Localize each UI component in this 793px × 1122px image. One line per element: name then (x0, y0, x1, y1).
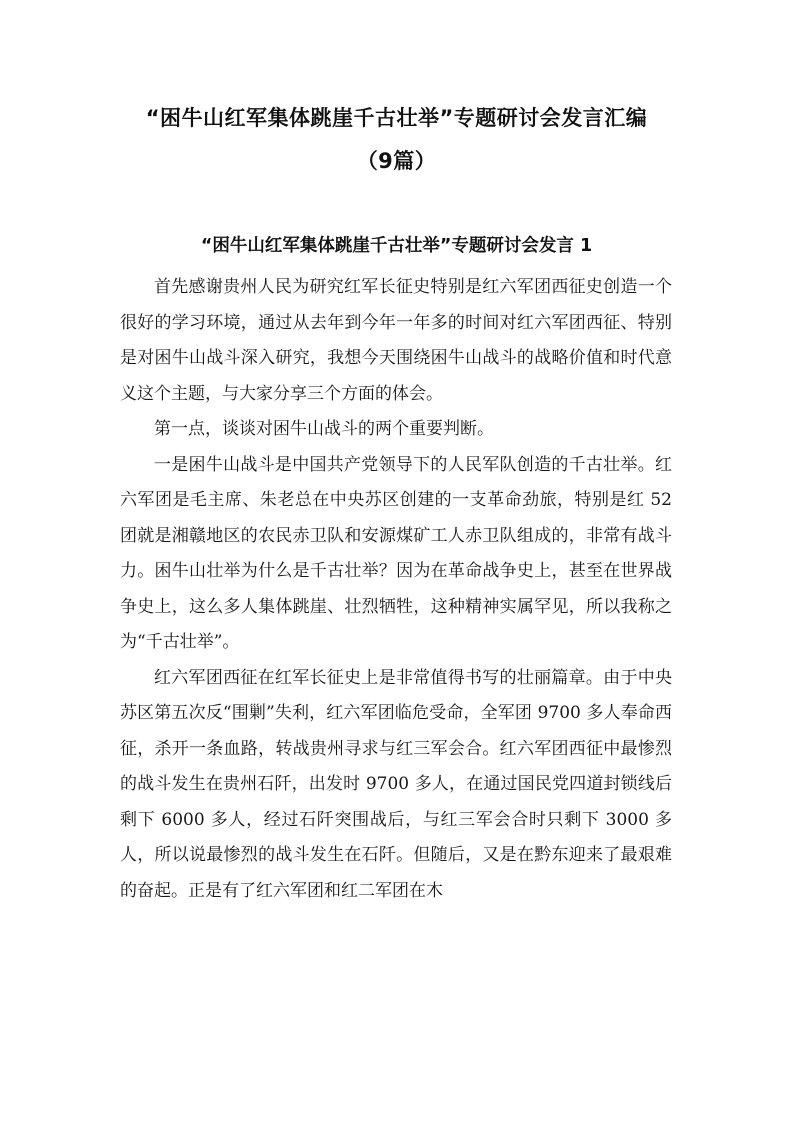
paragraph-western-expedition: 红六军团西征在红军长征史上是非常值得书写的壮丽篇章。由于中央苏区第五次反“围剿”失利，红六军团临危受命，全军团 9700 多人奉命西征，杀开一条血路，转战贵州寻求与红三军会合。红六军团西征中最惨烈的战斗发生在贵州石阡，出发时 9700 多人，在通过国民党四道封锁线后剩下 6000 多人，经过石阡突围战后，与红三军会合时只剩下 3000 多人，所以说最惨烈的战斗发生在石阡。但随后，又是在黔东迎来了最艰难的奋起。正是有了红六军团和红二军团在木 (120, 667, 672, 901)
paragraph-intro: 首先感谢贵州人民为研究红军长征史特别是红六军团西征史创造一个很好的学习环境，通过从去年到今年一年多的时间对红六军团西征、特别是对困牛山战斗深入研究，我想今天围绕困牛山战斗的战略价值和时代意义这个主题，与大家分享三个方面的体会。 (120, 277, 672, 404)
paragraph-judgment-one: 一是困牛山战斗是中国共产党领导下的人民军队创造的千古壮举。红六军团是毛主席、朱老总在中央苏区创建的一支革命劲旅，特别是红 52 团就是湘赣地区的农民赤卫队和安源煤矿工人赤卫队组成的，非常有战斗力。困牛山壮举为什么是千古壮举？因为在革命战争史上，甚至在世界战争史上，这么多人集体跳崖、壮烈牺牲，这种精神实属罕见，所以我称之为“千古壮举”。 (120, 454, 672, 652)
document-subtitle: （9篇） (356, 149, 437, 173)
document-body (120, 270, 672, 909)
paragraph-point-one: 第一点，谈谈对困牛山战斗的两个重要判断。 (154, 419, 494, 439)
document-title: “困牛山红军集体跳崖千古壮举”专题研讨会发言汇编 (145, 106, 648, 130)
section-heading: “困牛山红军集体跳崖千古壮举”专题研讨会发言 1 (200, 236, 593, 256)
